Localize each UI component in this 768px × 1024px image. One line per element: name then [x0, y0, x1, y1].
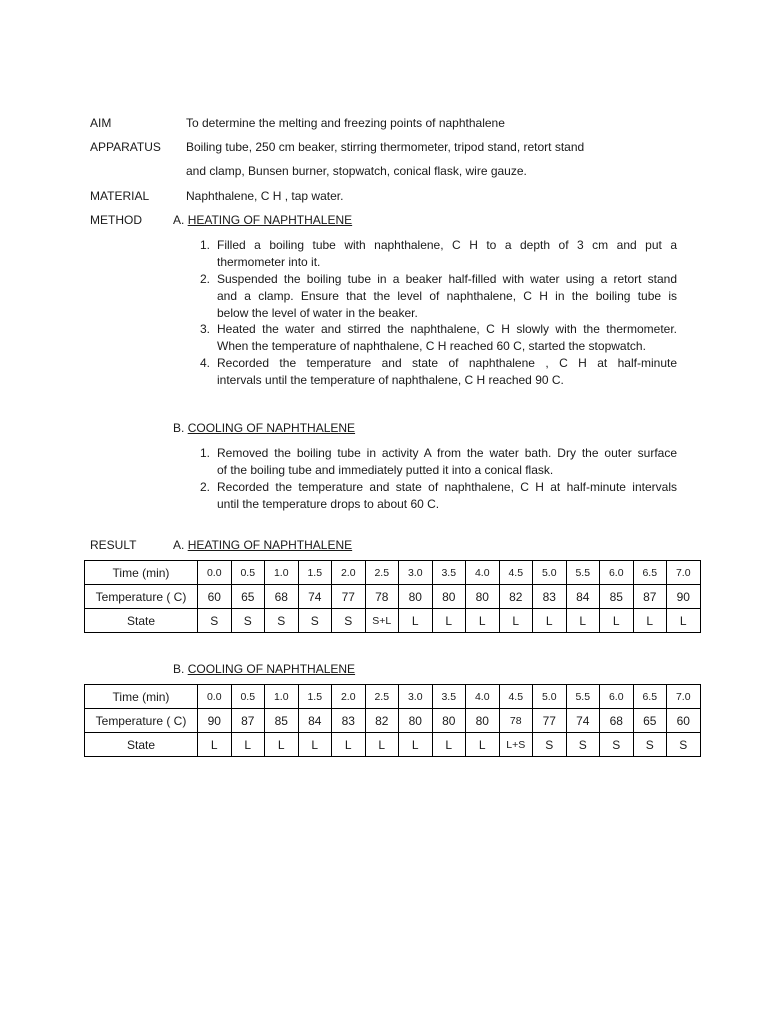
step-text-line: Filled a boiling tube with naphthalene, C H to a depth of 3 cm and put a — [217, 238, 677, 252]
step-text-line: and a clamp. Ensure that the level of naphthalene, C H in the boiling tube is — [217, 289, 677, 303]
table-cell: 3.0 — [399, 561, 433, 585]
table-cell: 84 — [566, 585, 600, 609]
table-cell: L — [533, 609, 567, 633]
table-cell: 65 — [231, 585, 265, 609]
table-cell: 80 — [399, 709, 433, 733]
table-cell: 7.0 — [667, 685, 701, 709]
table-cell: 80 — [399, 585, 433, 609]
step-text-line: of the boiling tube and immediately putted it into a conical flask. — [217, 463, 554, 477]
cooling-table — [84, 684, 701, 757]
result-heading-a-title: HEATING OF NAPHTHALENE — [187, 538, 353, 552]
table-cell: 80 — [466, 585, 500, 609]
table-cell: 6.5 — [633, 685, 667, 709]
table-cell: 3.5 — [432, 561, 466, 585]
table-cell: 1.5 — [298, 685, 332, 709]
table-cell: 87 — [231, 709, 265, 733]
temperature-row — [85, 709, 701, 733]
step-text-line: until the temperature drops to about 60 C. — [217, 497, 440, 511]
method-heading-a — [173, 213, 352, 227]
table-cell: S — [566, 733, 600, 757]
method-heading-b — [173, 421, 355, 435]
method-heading-a-prefix: A. — [173, 213, 185, 227]
table-cell: S — [667, 733, 701, 757]
aim-label: AIM — [90, 116, 112, 130]
state-row-label: State — [85, 609, 198, 633]
table-cell: L — [432, 609, 466, 633]
table-cell: L — [332, 733, 366, 757]
apparatus-label: APPARATUS — [90, 140, 161, 154]
table-cell: L — [633, 609, 667, 633]
temperature-row-label: Temperature ( C) — [85, 709, 198, 733]
step-text-line: intervals until the temperature of naphthalene, C H reached 90 C. — [217, 373, 564, 387]
result-heading-b-title: COOLING OF NAPHTHALENE — [187, 662, 356, 676]
table-cell: 3.5 — [432, 685, 466, 709]
table-cell: S — [298, 609, 332, 633]
method-heading-a-title: HEATING OF NAPHTHALENE — [187, 213, 353, 227]
table-cell: 4.5 — [499, 561, 533, 585]
table-cell: 60 — [667, 709, 701, 733]
step-number: 1. — [199, 446, 210, 460]
table-cell: L — [566, 609, 600, 633]
step-number: 1. — [199, 238, 210, 252]
step-text-line: Removed the boiling tube in activity A from the water bath. Dry the outer surface — [217, 446, 677, 460]
table-cell: 4.0 — [466, 561, 500, 585]
table-cell: 2.5 — [365, 561, 399, 585]
table-cell: 6.0 — [600, 561, 634, 585]
step-text-line: Heated the water and stirred the naphthalene, C H slowly with the thermometer. — [217, 322, 677, 336]
material-text: Naphthalene, C H , tap water. — [186, 189, 344, 203]
table-cell: 2.0 — [332, 685, 366, 709]
time-row — [85, 685, 701, 709]
table-cell: 6.5 — [633, 561, 667, 585]
step-text-line: below the level of water in the beaker. — [217, 306, 418, 320]
time-row-label: Time (min) — [85, 561, 198, 585]
table-cell: S — [332, 609, 366, 633]
method-label: METHOD — [90, 213, 142, 227]
state-row-label: State — [85, 733, 198, 757]
step-text-line: When the temperature of naphthalene, C H reached 60 C, started the stopwatch. — [217, 339, 646, 353]
table-cell: L — [667, 609, 701, 633]
table-cell: 4.5 — [499, 685, 533, 709]
method-heading-b-prefix: B. — [173, 421, 185, 435]
table-cell: S — [633, 733, 667, 757]
table-cell: 90 — [198, 709, 232, 733]
table-cell: 90 — [667, 585, 701, 609]
heating-table — [84, 560, 701, 633]
table-cell: 82 — [499, 585, 533, 609]
table-cell: L — [399, 733, 433, 757]
table-cell: 0.0 — [198, 561, 232, 585]
table-cell: 5.0 — [533, 561, 567, 585]
table-cell: L — [466, 609, 500, 633]
table-cell: 85 — [600, 585, 634, 609]
table-cell: 87 — [633, 585, 667, 609]
apparatus-line-1: Boiling tube, 250 cm beaker, stirring thermometer, tripod stand, retort stand — [186, 140, 585, 154]
table-cell: 80 — [466, 709, 500, 733]
table-cell: 74 — [566, 709, 600, 733]
result-heading-a — [173, 538, 352, 552]
table-cell: 80 — [432, 585, 466, 609]
result-heading-a-prefix: A. — [173, 538, 185, 552]
state-row — [85, 733, 701, 757]
table-cell: S+L — [365, 609, 399, 633]
table-cell: L — [600, 609, 634, 633]
table-cell: 78 — [365, 585, 399, 609]
temperature-row-label: Temperature ( C) — [85, 585, 198, 609]
step-number: 2. — [199, 272, 210, 286]
table-cell: 83 — [332, 709, 366, 733]
table-cell: 68 — [600, 709, 634, 733]
result-heading-b-prefix: B. — [173, 662, 185, 676]
table-cell: 83 — [533, 585, 567, 609]
table-cell: 5.0 — [533, 685, 567, 709]
apparatus-line-2: and clamp, Bunsen burner, stopwatch, conical flask, wire gauze. — [186, 164, 527, 178]
table-cell: 7.0 — [667, 561, 701, 585]
table-cell: 0.5 — [231, 561, 265, 585]
state-row — [85, 609, 701, 633]
table-cell: 5.5 — [566, 685, 600, 709]
aim-text: To determine the melting and freezing points of naphthalene — [186, 116, 505, 130]
table-cell: L — [265, 733, 299, 757]
material-label: MATERIAL — [90, 189, 150, 203]
table-cell: 84 — [298, 709, 332, 733]
time-row-label: Time (min) — [85, 685, 198, 709]
table-cell: 77 — [533, 709, 567, 733]
table-cell: 2.0 — [332, 561, 366, 585]
table-cell: S — [533, 733, 567, 757]
table-cell: 0.0 — [198, 685, 232, 709]
step-number: 4. — [199, 356, 210, 370]
table-cell: L — [198, 733, 232, 757]
table-cell: 74 — [298, 585, 332, 609]
table-cell: S — [198, 609, 232, 633]
table-cell: 1.0 — [265, 561, 299, 585]
table-cell: 85 — [265, 709, 299, 733]
step-text-line: Recorded the temperature and state of naphthalene , C H at half-minute — [217, 356, 677, 370]
step-number: 3. — [199, 322, 210, 336]
table-cell: 3.0 — [399, 685, 433, 709]
step-text-line: Recorded the temperature and state of naphthalene, C H at half-minute intervals — [217, 480, 677, 494]
table-cell: S — [231, 609, 265, 633]
table-cell: 82 — [365, 709, 399, 733]
step-text-line: thermometer into it. — [217, 255, 321, 269]
result-label: RESULT — [90, 538, 137, 552]
table-cell: S — [265, 609, 299, 633]
temperature-row — [85, 585, 701, 609]
result-heading-b — [173, 662, 355, 676]
table-cell: L — [399, 609, 433, 633]
table-cell: 6.0 — [600, 685, 634, 709]
table-cell: L — [231, 733, 265, 757]
time-row — [85, 561, 701, 585]
table-cell: 4.0 — [466, 685, 500, 709]
table-cell: 1.5 — [298, 561, 332, 585]
step-text-line: Suspended the boiling tube in a beaker half-filled with water using a retort stand — [217, 272, 677, 286]
table-cell: L — [365, 733, 399, 757]
table-cell: 0.5 — [231, 685, 265, 709]
table-cell: 2.5 — [365, 685, 399, 709]
table-cell: 78 — [499, 709, 533, 733]
table-cell: L+S — [499, 733, 533, 757]
table-cell: L — [432, 733, 466, 757]
table-cell: L — [298, 733, 332, 757]
table-cell: 77 — [332, 585, 366, 609]
method-heading-b-title: COOLING OF NAPHTHALENE — [187, 421, 356, 435]
table-cell: 1.0 — [265, 685, 299, 709]
table-cell: 80 — [432, 709, 466, 733]
step-number: 2. — [199, 480, 210, 494]
table-cell: L — [499, 609, 533, 633]
table-cell: 68 — [265, 585, 299, 609]
table-cell: L — [466, 733, 500, 757]
table-cell: 60 — [198, 585, 232, 609]
table-cell: 5.5 — [566, 561, 600, 585]
table-cell: S — [600, 733, 634, 757]
table-cell: 65 — [633, 709, 667, 733]
